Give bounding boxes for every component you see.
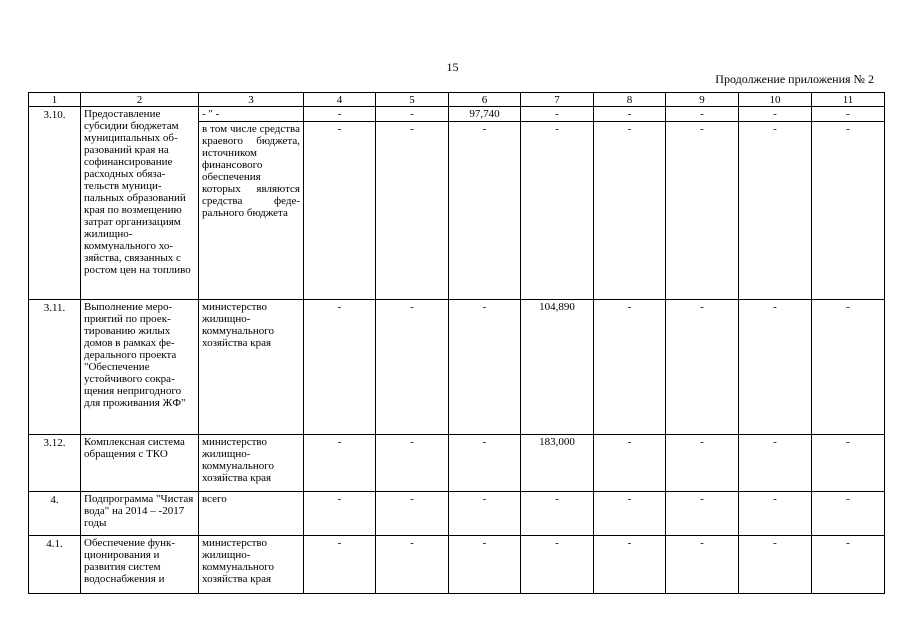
appendix-table bbox=[28, 92, 885, 594]
table-cell: - bbox=[739, 300, 812, 435]
column-header: 10 bbox=[739, 93, 812, 107]
row-name: Подпрограмма "Чистая вода" на 2014 – -2017 годы bbox=[81, 492, 199, 536]
table-cell: - bbox=[666, 492, 739, 536]
table-cell: - bbox=[812, 492, 885, 536]
table-cell: - bbox=[376, 492, 449, 536]
column-header: 11 bbox=[812, 93, 885, 107]
table-cell: - bbox=[812, 122, 885, 300]
column-header: 5 bbox=[376, 93, 449, 107]
column-header: 6 bbox=[449, 93, 521, 107]
page-number: 15 bbox=[446, 60, 459, 74]
table-cell: - bbox=[376, 122, 449, 300]
table-cell: - bbox=[812, 435, 885, 492]
table-cell: - bbox=[304, 536, 376, 594]
table-cell: 183,000 bbox=[521, 435, 594, 492]
table-cell: - bbox=[739, 435, 812, 492]
row-source: - " - bbox=[199, 107, 304, 122]
table-cell: - bbox=[376, 536, 449, 594]
table-cell: - bbox=[666, 536, 739, 594]
column-header: 3 bbox=[199, 93, 304, 107]
table-row bbox=[29, 107, 885, 122]
table-cell: - bbox=[449, 435, 521, 492]
table-cell: - bbox=[594, 492, 666, 536]
table-cell: - bbox=[666, 122, 739, 300]
table-cell: - bbox=[449, 492, 521, 536]
table-cell: - bbox=[449, 122, 521, 300]
row-source: министерство жилищно-коммунального хозяйства края bbox=[199, 435, 304, 492]
table-cell: - bbox=[521, 492, 594, 536]
continuation-label: Продолжение приложения № 2 bbox=[715, 72, 874, 86]
table-cell: - bbox=[739, 107, 812, 122]
row-source: министерство жилищно-коммунального хозяйства края bbox=[199, 300, 304, 435]
table-cell: - bbox=[594, 122, 666, 300]
column-header: 7 bbox=[521, 93, 594, 107]
table-row bbox=[29, 492, 885, 536]
row-number: 4.1. bbox=[29, 536, 81, 594]
column-header: 2 bbox=[81, 93, 199, 107]
table-cell: - bbox=[521, 122, 594, 300]
table-cell: - bbox=[812, 300, 885, 435]
column-header: 8 bbox=[594, 93, 666, 107]
table-cell: - bbox=[449, 300, 521, 435]
table-row bbox=[29, 536, 885, 594]
row-source: министерство жилищно-коммунального хозяйства края bbox=[199, 536, 304, 594]
column-header: 1 bbox=[29, 93, 81, 107]
table-cell: - bbox=[594, 107, 666, 122]
table-cell: - bbox=[521, 536, 594, 594]
table-cell: 104,890 bbox=[521, 300, 594, 435]
table-cell: - bbox=[739, 122, 812, 300]
table-cell: - bbox=[594, 300, 666, 435]
row-name: Комплексная система обращения с ТКО bbox=[81, 435, 199, 492]
column-header: 9 bbox=[666, 93, 739, 107]
table-cell: - bbox=[812, 107, 885, 122]
table-cell: - bbox=[594, 536, 666, 594]
table-cell: - bbox=[376, 107, 449, 122]
table-cell: - bbox=[739, 492, 812, 536]
table-cell: - bbox=[304, 122, 376, 300]
table-cell: 97,740 bbox=[449, 107, 521, 122]
table-cell: - bbox=[304, 435, 376, 492]
table-cell: - bbox=[521, 107, 594, 122]
table-cell: - bbox=[739, 536, 812, 594]
table-cell: - bbox=[449, 536, 521, 594]
table-cell: - bbox=[666, 107, 739, 122]
table-cell: - bbox=[304, 492, 376, 536]
row-name: Обеспечение функционирования и развития систем водоснабжения и bbox=[81, 536, 199, 594]
header-row bbox=[29, 93, 885, 107]
table-row bbox=[29, 300, 885, 435]
row-number: 4. bbox=[29, 492, 81, 536]
table-cell: - bbox=[304, 300, 376, 435]
column-header: 4 bbox=[304, 93, 376, 107]
row-name: Предоставление субсидии бюджетам муниципальных образований края на софинансирование расходных обязательств муниципальных образований края по возмещению затрат организациям жилищно-коммунального хозяйства, связанных с ростом цен на топливо bbox=[81, 107, 199, 300]
table-cell: - bbox=[304, 107, 376, 122]
row-number: 3.12. bbox=[29, 435, 81, 492]
table-cell: - bbox=[812, 536, 885, 594]
row-name: Выполнение мероприятий по проектированию жилых домов в рамках федерального проекта "Обеспечение устойчивого сокращения непригодного для проживания ЖФ" bbox=[81, 300, 199, 435]
row-number: 3.10. bbox=[29, 107, 81, 300]
table-cell: - bbox=[376, 435, 449, 492]
table-row bbox=[29, 435, 885, 492]
table-cell: - bbox=[666, 435, 739, 492]
table-cell: - bbox=[666, 300, 739, 435]
row-source: в том числе средства краевого бюджета, источником финансового обеспечения которых являются средства федерального бюджета bbox=[199, 122, 304, 300]
row-number: 3.11. bbox=[29, 300, 81, 435]
table-cell: - bbox=[376, 300, 449, 435]
table-cell: - bbox=[594, 435, 666, 492]
row-source: всего bbox=[199, 492, 304, 536]
